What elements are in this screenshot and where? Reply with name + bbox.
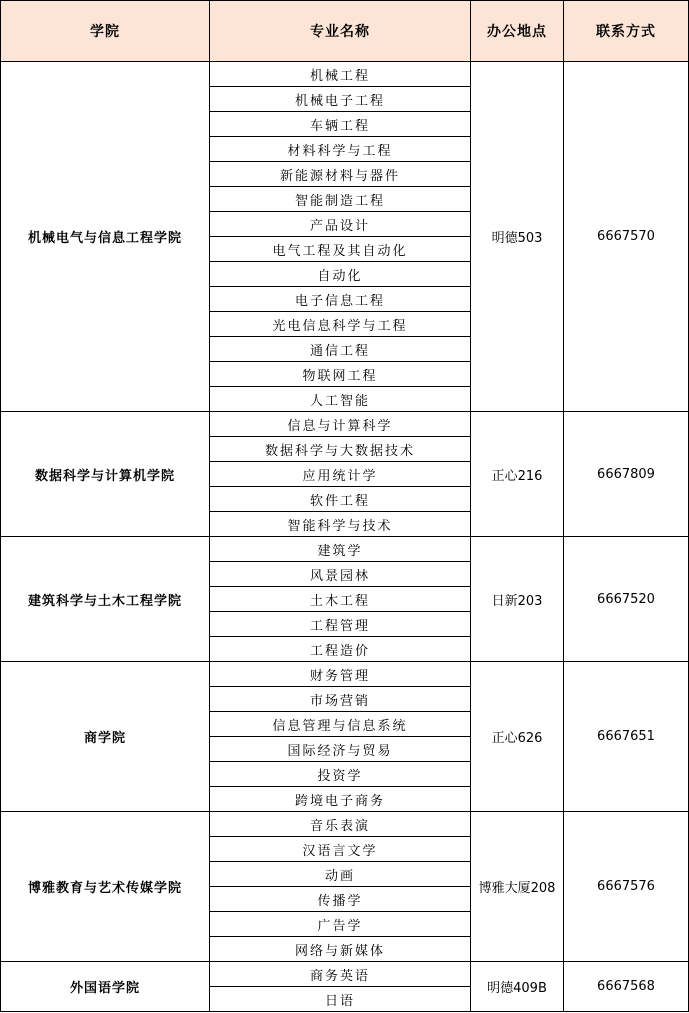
major-name: 电气工程及其自动化 [210, 237, 471, 262]
header-major: 专业名称 [210, 1, 471, 62]
major-name: 软件工程 [210, 487, 471, 512]
table-row [1, 412, 689, 437]
major-name: 机械工程 [210, 62, 471, 87]
major-name: 跨境电子商务 [210, 787, 471, 812]
major-name: 工程造价 [210, 637, 471, 662]
major-name: 车辆工程 [210, 112, 471, 137]
major-name: 新能源材料与器件 [210, 162, 471, 187]
major-name: 机械电子工程 [210, 87, 471, 112]
office-location: 正心626 [471, 662, 564, 812]
contact-phone: 6667568 [564, 962, 689, 1012]
college-name: 机械电气与信息工程学院 [1, 62, 210, 412]
header-contact: 联系方式 [564, 1, 689, 62]
major-name: 汉语言文学 [210, 837, 471, 862]
college-name: 数据科学与计算机学院 [1, 412, 210, 537]
major-name: 风景园林 [210, 562, 471, 587]
major-name: 网络与新媒体 [210, 937, 471, 962]
major-name: 传播学 [210, 887, 471, 912]
header-college: 学院 [1, 1, 210, 62]
major-name: 信息与计算科学 [210, 412, 471, 437]
major-name: 应用统计学 [210, 462, 471, 487]
major-name: 投资学 [210, 762, 471, 787]
office-location: 日新203 [471, 537, 564, 662]
major-name: 国际经济与贸易 [210, 737, 471, 762]
college-name: 外国语学院 [1, 962, 210, 1012]
major-name: 商务英语 [210, 962, 471, 987]
major-name: 日语 [210, 987, 471, 1012]
major-name: 财务管理 [210, 662, 471, 687]
college-name: 建筑科学与土木工程学院 [1, 537, 210, 662]
office-location: 明德409B [471, 962, 564, 1012]
header-row [1, 1, 689, 62]
major-name: 音乐表演 [210, 812, 471, 837]
major-name: 产品设计 [210, 212, 471, 237]
college-name: 商学院 [1, 662, 210, 812]
office-location: 明德503 [471, 62, 564, 412]
table-row [1, 62, 689, 87]
major-name: 智能制造工程 [210, 187, 471, 212]
major-name: 广告学 [210, 912, 471, 937]
major-name: 自动化 [210, 262, 471, 287]
major-name: 光电信息科学与工程 [210, 312, 471, 337]
major-name: 动画 [210, 862, 471, 887]
table-body [1, 62, 689, 1012]
contact-phone: 6667570 [564, 62, 689, 412]
contact-phone: 6667809 [564, 412, 689, 537]
major-name: 工程管理 [210, 612, 471, 637]
major-name: 市场营销 [210, 687, 471, 712]
contact-phone: 6667576 [564, 812, 689, 962]
contact-phone: 6667651 [564, 662, 689, 812]
table-row [1, 537, 689, 562]
major-name: 人工智能 [210, 387, 471, 412]
major-name: 数据科学与大数据技术 [210, 437, 471, 462]
office-location: 博雅大厦208 [471, 812, 564, 962]
office-location: 正心216 [471, 412, 564, 537]
major-name: 智能科学与技术 [210, 512, 471, 537]
major-name: 信息管理与信息系统 [210, 712, 471, 737]
major-name: 通信工程 [210, 337, 471, 362]
major-name: 土木工程 [210, 587, 471, 612]
table-row [1, 662, 689, 687]
college-name: 博雅教育与艺术传媒学院 [1, 812, 210, 962]
table-row [1, 962, 689, 987]
major-name: 材料科学与工程 [210, 137, 471, 162]
contact-phone: 6667520 [564, 537, 689, 662]
table-row [1, 812, 689, 837]
major-name: 建筑学 [210, 537, 471, 562]
major-name: 物联网工程 [210, 362, 471, 387]
major-name: 电子信息工程 [210, 287, 471, 312]
header-office: 办公地点 [471, 1, 564, 62]
